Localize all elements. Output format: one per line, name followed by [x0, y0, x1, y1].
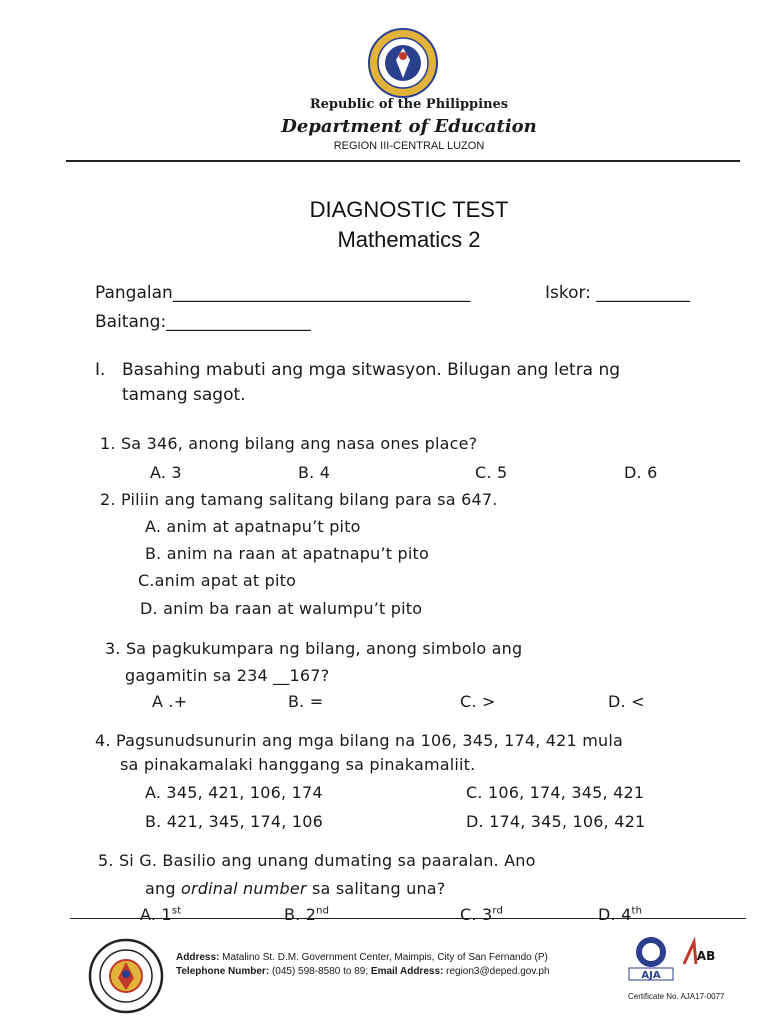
- question-3-choice-a: A .+: [152, 692, 188, 711]
- header-divider: [66, 160, 740, 162]
- question-3-choice-d: D. <: [608, 692, 645, 711]
- question-4-choice-d: D. 174, 345, 106, 421: [466, 812, 646, 831]
- question-2-choice-d: D. anim ba raan at walumpu’t pito: [140, 599, 423, 618]
- question-3-stem: 3. Sa pagkukumpara ng bilang, anong simbolo ang: [105, 639, 523, 658]
- question-3-choice-c: C. >: [460, 692, 496, 711]
- name-blank: ___________________________________: [172, 283, 471, 303]
- question-5-choice-a: A. 1st: [140, 905, 182, 924]
- region-text: REGION III-CENTRAL LUZON: [333, 140, 485, 152]
- question-4-stem-line-2: sa pinakamalaki hanggang sa pinakamaliit.: [120, 755, 476, 774]
- question-1-choice-b: B. 4: [298, 463, 331, 482]
- grade-field: [95, 312, 311, 332]
- instruction-line-1: Basahing mabuti ang mga sitwasyon. Bilugan ang letra ng: [122, 360, 621, 380]
- question-2-choice-b: B. anim na raan at apatnapu’t pito: [145, 544, 430, 563]
- question-3-choice-b: B. =: [288, 692, 324, 711]
- question-5-choice-c: C. 3rd: [460, 905, 504, 924]
- score-label: Iskor:: [545, 283, 591, 303]
- question-5-choice-d: D. 4th: [598, 905, 643, 924]
- name-field: [95, 283, 470, 303]
- footer-contact: Telephone Number: (045) 598-8580 to 89; Email Address: region3@deped.gov.ph: [176, 966, 550, 977]
- question-2-choice-a: A. anim at apatnapu’t pito: [145, 517, 361, 536]
- question-1-choice-a: A. 3: [150, 463, 182, 482]
- question-4-choice-b: B. 421, 345, 174, 106: [145, 812, 324, 831]
- question-4-choice-c: C. 106, 174, 345, 421: [466, 783, 645, 802]
- department-text: Department of Education: [281, 116, 537, 137]
- aja-certification-logo: [626, 934, 676, 988]
- ukas-certification-logo: [680, 934, 716, 988]
- deped-seal-logo: [368, 28, 438, 98]
- score-blank: ___________: [596, 283, 690, 303]
- svg-text:AB: AB: [696, 949, 716, 963]
- question-4-stem: 4. Pagsunudsunurin ang mga bilang na 106, 345, 174, 421 mula: [95, 731, 623, 750]
- republic-text: Republic of the Philippines: [309, 97, 509, 112]
- question-5-stem-line-2: [145, 879, 446, 898]
- score-field: [545, 283, 690, 303]
- question-3-stem-line-2: gagamitin sa 234 __167?: [125, 666, 330, 685]
- question-2-choice-c: C.anim apat at pito: [138, 571, 297, 590]
- question-1-stem: 1. Sa 346, anong bilang ang nasa ones place?: [100, 434, 478, 453]
- grade-blank: _________________: [166, 312, 311, 332]
- certificate-number: Certificate No. AJA17-0077: [628, 992, 725, 1001]
- deped-footer-seal-logo: [88, 938, 164, 1014]
- question-5-stem: 5. Si G. Basilio ang unang dumating sa paaralan. Ano: [98, 851, 536, 870]
- question-5-stem-pre: ang: [145, 879, 181, 898]
- question-5-stem-emphasis: ordinal number: [181, 879, 307, 898]
- instruction-number: I.: [95, 360, 106, 380]
- svg-text:AJA: AJA: [641, 970, 661, 981]
- question-1-choice-d: D. 6: [624, 463, 658, 482]
- instruction-line-2: tamang sagot.: [122, 385, 246, 405]
- grade-label: Baitang:: [95, 312, 167, 332]
- footer-address: Address: Matalino St. D.M. Government Center, Maimpis, City of San Fernando (P): [176, 952, 548, 963]
- question-4-choice-a: A. 345, 421, 106, 174: [145, 783, 323, 802]
- question-5-stem-post: sa salitang una?: [306, 879, 446, 898]
- name-label: Pangalan: [95, 283, 173, 303]
- test-title: DIAGNOSTIC TEST: [309, 197, 509, 222]
- question-1-choice-c: C. 5: [475, 463, 508, 482]
- subject-title: Mathematics 2: [337, 227, 481, 252]
- question-2-stem: 2. Piliin ang tamang salitang bilang para sa 647.: [100, 490, 498, 509]
- question-5-choice-b: B. 2nd: [284, 905, 330, 924]
- footer-divider: [70, 918, 746, 919]
